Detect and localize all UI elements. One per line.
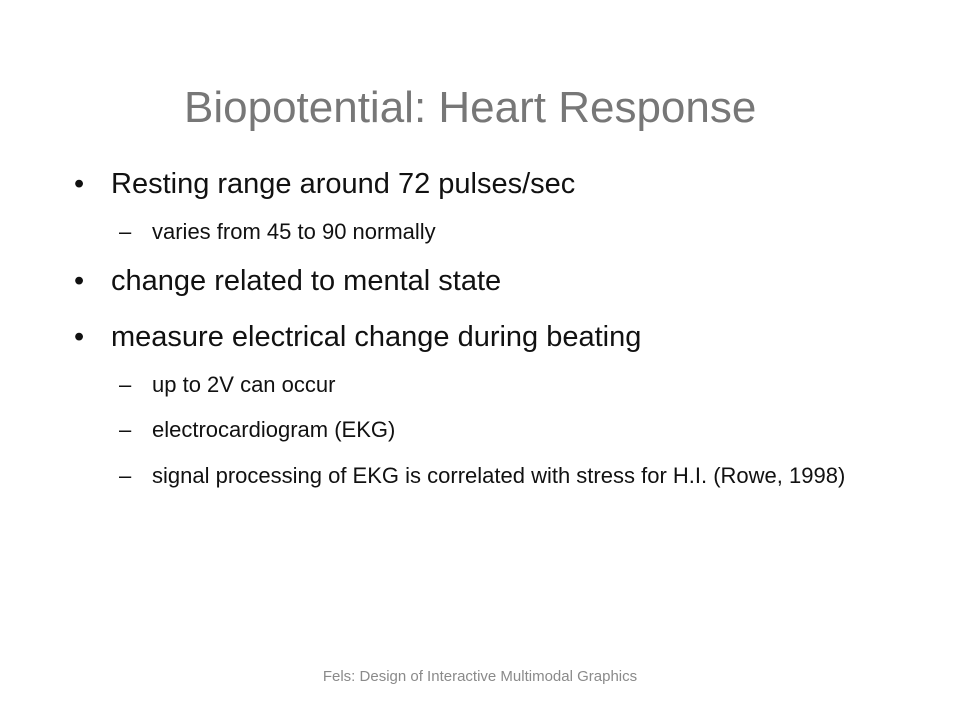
sub-bullet-item <box>119 417 396 443</box>
sub-bullet-item <box>119 219 436 245</box>
sub-bullet-marker: – <box>119 372 132 397</box>
sub-bullet-marker: – <box>119 219 132 244</box>
bullet-item <box>74 320 642 355</box>
bullet-marker: • <box>74 321 85 353</box>
bullet-marker: • <box>74 168 85 200</box>
bullet-text: Resting range around 72 pulses/sec <box>111 168 576 200</box>
bullet-item <box>74 264 502 299</box>
sub-bullet-text: up to 2V can occur <box>152 372 336 397</box>
sub-bullet-marker: – <box>119 417 132 442</box>
bullet-item <box>74 167 576 202</box>
sub-bullet-text: varies from 45 to 90 normally <box>152 219 436 244</box>
sub-bullet-item <box>119 372 336 398</box>
slide-title: Biopotential: Heart Response <box>184 83 757 132</box>
sub-bullet-text: signal processing of EKG is correlated with stress for H.I. (Rowe, 1998) <box>152 463 846 488</box>
sub-bullet-text: electrocardiogram (EKG) <box>152 417 396 442</box>
bullet-text: measure electrical change during beating <box>111 321 642 353</box>
slide-footer: Fels: Design of Interactive Multimodal Graphics <box>322 668 638 685</box>
sub-bullet-item <box>119 463 864 489</box>
sub-bullet-marker: – <box>119 463 132 488</box>
bullet-marker: • <box>74 265 85 297</box>
bullet-text: change related to mental state <box>111 265 502 297</box>
